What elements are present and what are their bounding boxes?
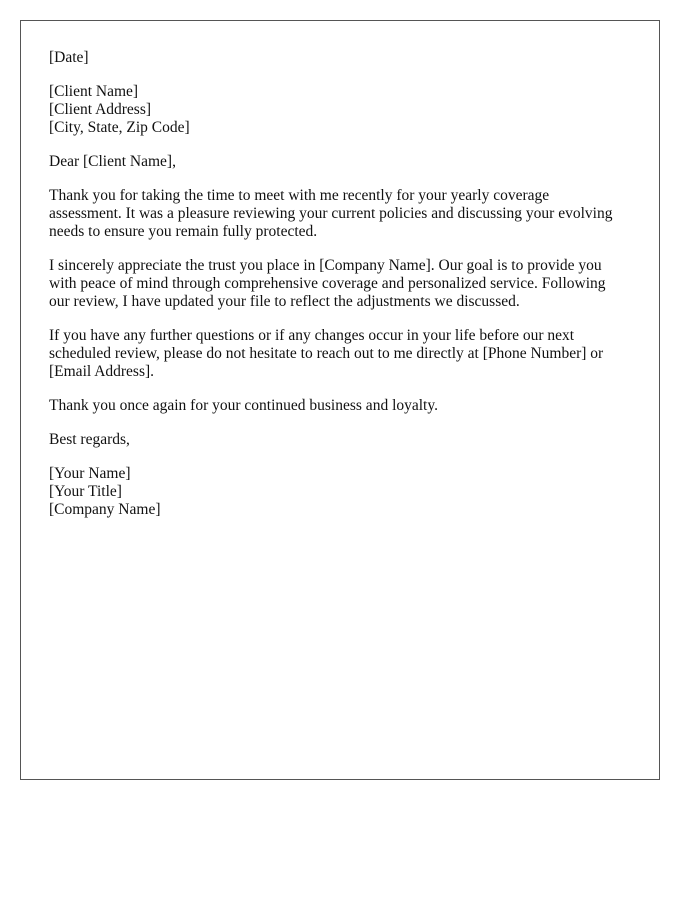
salutation: Dear [Client Name], <box>49 153 176 170</box>
recipient-name: [Client Name] <box>49 83 139 100</box>
signature-company: [Company Name] <box>49 501 161 518</box>
signature-block <box>49 465 637 519</box>
paragraph-line: I sincerely appreciate the trust you place in [Company Name]. Our goal is to provide you <box>49 257 602 274</box>
paragraph-4 <box>49 397 637 415</box>
recipient-city-state-zip: [City, State, Zip Code] <box>49 119 190 136</box>
paragraph-line: If you have any further questions or if any changes occur in your life before our next <box>49 327 575 344</box>
letter-page <box>20 20 660 780</box>
paragraph-line: Thank you for taking the time to meet with me recently for your yearly coverage <box>49 187 550 204</box>
recipient-address: [Client Address] <box>49 101 152 118</box>
paragraph-line: Thank you once again for your continued business and loyalty. <box>49 397 438 414</box>
signature-name: [Your Name] <box>49 465 131 482</box>
paragraph-line: assessment. It was a pleasure reviewing your current policies and discussing your evolving <box>49 205 613 222</box>
paragraph-2 <box>49 257 637 311</box>
paragraph-line: needs to ensure you remain fully protected. <box>49 223 318 240</box>
paragraph-line: scheduled review, please do not hesitate to reach out to me directly at [Phone Number] or <box>49 345 604 362</box>
recipient-address-block <box>49 83 637 137</box>
paragraph-3 <box>49 327 637 381</box>
paragraph-line: with peace of mind through comprehensive coverage and personalized service. Following <box>49 275 606 292</box>
closing-block <box>49 431 637 449</box>
date-block <box>49 49 637 67</box>
letter-date: [Date] <box>49 49 89 66</box>
paragraph-1 <box>49 187 637 241</box>
salutation-block <box>49 153 637 171</box>
signature-title: [Your Title] <box>49 483 122 500</box>
closing: Best regards, <box>49 431 130 448</box>
paragraph-line: [Email Address]. <box>49 363 155 380</box>
paragraph-line: our review, I have updated your file to reflect the adjustments we discussed. <box>49 293 520 310</box>
letter-body <box>49 49 637 535</box>
